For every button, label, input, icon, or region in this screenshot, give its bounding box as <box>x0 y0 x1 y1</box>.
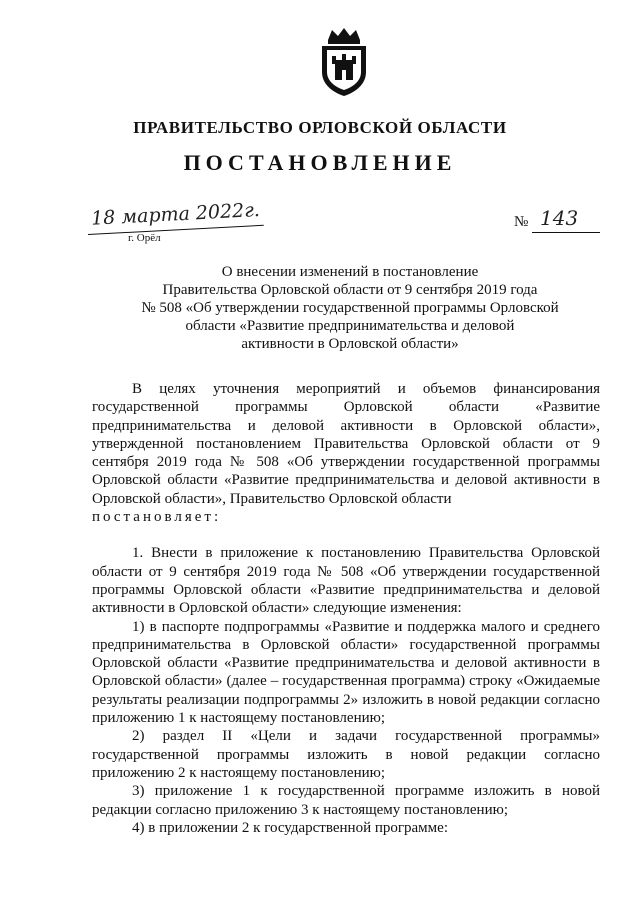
preamble-paragraph: В целях уточнения мероприятий и объемов финансирования государственной программы Орловской области «Развитие предпринимательства и деловой активности в Орловской области», утвержденной постановлением Правительства Орловской области от 9 сентября 2019 года № 508 «Об утверждении государственной программы Орловской области «Развитие предпринимательства и деловой активности в Орловской области», Правительство Орловской области <box>92 381 600 507</box>
subject-line: области «Развитие предпринимательства и деловой <box>185 318 515 334</box>
number-sign: № <box>514 214 529 230</box>
document-type: ПОСТАНОВЛЕНИЕ <box>183 150 457 175</box>
decree-word: постановляет: <box>92 509 222 526</box>
subitem-2-paragraph: 2) раздел II «Цели и задачи государственной программы» государственной программы изложить в новой редакции согласно приложению 2 к настоящему постановлению; <box>92 728 600 781</box>
document-date: 18 марта 2022г. <box>87 199 264 235</box>
coat-of-arms-icon <box>318 26 370 98</box>
subject-line: Правительства Орловской области от 9 сентября 2019 года <box>162 282 538 298</box>
subject-line: О внесении изменений в постановление <box>221 264 479 280</box>
subject-line: активности в Орловской области» <box>241 336 459 352</box>
organization-name: ПРАВИТЕЛЬСТВО ОРЛОВСКОЙ ОБЛАСТИ <box>133 118 507 137</box>
subitem-1-paragraph: 1) в паспорте подпрограммы «Развитие и поддержка малого и среднего предпринимательства в Орловской области» государственной программы Орловской области «Развитие предпринимательства и деловой активности в Орловской области» (далее – государственная программа) строку «Ожидаемые результаты реализации подпрограммы 2» изложить в новой редакции согласно приложению 1 к настоящему постановлению; <box>92 618 600 727</box>
document-body <box>92 380 600 837</box>
document-number: 143 <box>532 206 600 233</box>
subitem-4-paragraph: 4) в приложении 2 к государственной программе: <box>132 819 448 836</box>
item-1-paragraph: 1. Внести в приложение к постановлению Правительства Орловской области от 9 сентября 2019 года № 508 «Об утверждении государственной программы Орловской области «Развитие предпринимательства и деловой активности в Орловской области» следующие изменения: <box>92 545 600 617</box>
subject-line: № 508 «Об утверждении государственной программы Орловской <box>141 300 559 316</box>
document-subject <box>110 263 590 353</box>
subitem-3-paragraph: 3) приложение 1 к государственной программе изложить в новой редакции согласно приложению 3 к настоящему постановлению; <box>92 783 600 818</box>
document-city: г. Орёл <box>128 232 161 244</box>
